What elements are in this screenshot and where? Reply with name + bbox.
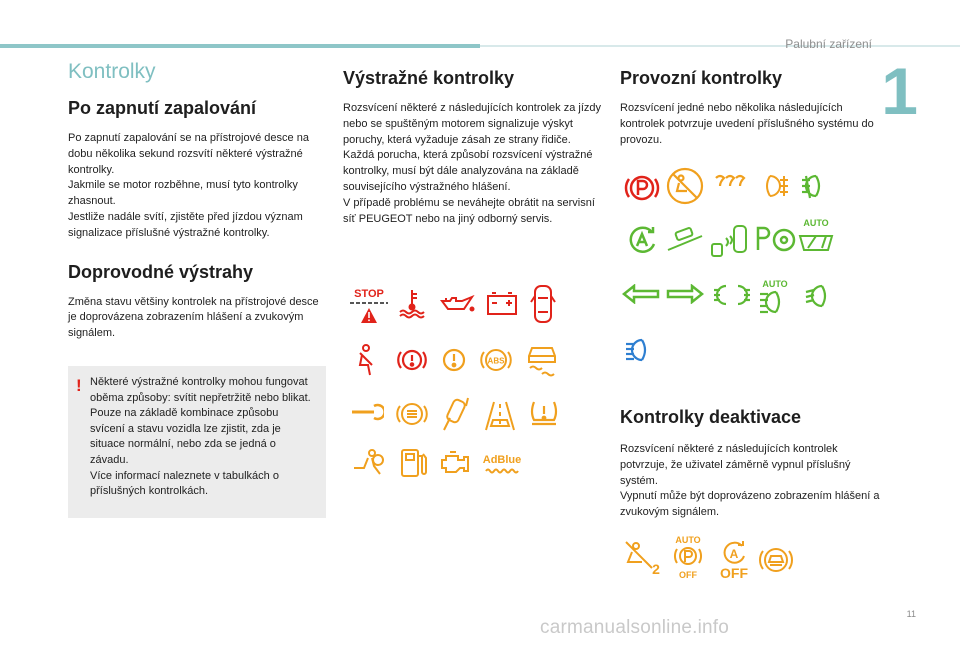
warning-exclamation-icon: !	[76, 375, 82, 395]
park-sensor-icon	[708, 222, 756, 260]
adblue-label: AdBlue	[482, 454, 522, 466]
stop-start-icon	[624, 222, 660, 258]
ignition-heading: Po zapnutí zapalování	[68, 98, 257, 118]
brake-system-icon	[396, 344, 428, 376]
deactivation-paragraph: Rozsvícení některé z následujících kontrolek potvrzuje, že uživatel záměrně vypnul příslušný systém.	[620, 443, 851, 487]
auto-headlamps-icon	[758, 278, 792, 316]
auto-park-steering-icon	[756, 222, 796, 256]
chapter-number: 1	[881, 54, 918, 128]
header-rule	[480, 45, 960, 47]
stop-start-off-label: OFF	[720, 565, 748, 580]
auto-parking-off-label: OFF	[679, 570, 697, 580]
operating-paragraph: Rozsvícení jedné nebo několika následujících kontrolek potvrzuje uvedení příslušného systému do provozu.	[620, 102, 874, 146]
adblue-icon	[480, 450, 524, 478]
operating-lamps-heading: Provozní kontrolky	[620, 68, 783, 88]
column-intro	[68, 60, 326, 518]
note-paragraph: Pouze na základě kombinace způsobu svícení a stavu vozidla lze zjistit, zda je situace normální, nebo zda se jedná o závadu.	[90, 407, 281, 466]
active-braking-off-icon	[758, 542, 794, 578]
note-paragraph: Více informací naleznete v tabulkách o příslušných kontrolkách.	[90, 469, 279, 498]
column-operating-lamps	[620, 60, 885, 148]
lane-departure-icon	[440, 394, 472, 432]
ignition-paragraph: Jakmile se motor rozběhne, musí tyto kontrolky zhasnout.	[68, 179, 298, 208]
airbag-icon	[350, 448, 386, 480]
ignition-paragraph: Po zapnutí zapalování se na přístrojové desce na dobu několika sekund rozsvítí některé výstražné kontrolky.	[68, 132, 309, 176]
stop-start-off-icon	[714, 540, 754, 580]
door-open-icon	[530, 284, 556, 324]
abs-label: ABS	[487, 356, 505, 366]
column-deactivation	[620, 407, 885, 521]
note-paragraph: Některé výstražné kontrolky mohou fungovat oběma způsoby: svítit nepřetržitě nebo blikat.	[90, 375, 311, 404]
engine-check-icon	[438, 448, 474, 478]
battery-icon	[486, 288, 518, 320]
right-turn-indicator-icon	[666, 284, 704, 304]
parking-brake-icon	[624, 170, 660, 206]
auto-wipers-label: AUTO	[803, 218, 829, 228]
rear-fog-light-icon	[760, 172, 790, 202]
seatbelt-icon	[354, 343, 380, 377]
passenger-airbag-deactivated-icon	[622, 538, 664, 578]
column-warning-lamps	[343, 60, 603, 227]
left-turn-indicator-icon	[622, 284, 660, 304]
stop-label: STOP	[354, 288, 384, 300]
dipped-beam-icon	[804, 284, 838, 308]
auto-wipers-icon	[796, 216, 836, 256]
warning-paragraph: Každá porucha, která způsobí rozsvícení výstražné kontrolky, musí být dále analyzována na základě souvisejícího výstražného hlášení.	[343, 149, 593, 193]
chapter-title: Palubní zařízení	[785, 37, 872, 51]
brake-pads-icon	[396, 398, 428, 430]
warning-paragraph: V případě problému se neváhejte obrátit na servisní síť PEUGEOT nebo na jiný odborný servis.	[343, 196, 595, 225]
deactivation-heading: Kontrolky deaktivace	[620, 407, 802, 427]
glow-plug-icon	[712, 172, 746, 202]
stop-start-letter: A	[729, 547, 739, 561]
fuel-level-icon	[398, 446, 432, 480]
lane-warning-icon	[484, 396, 516, 432]
auto-parking-brake-off-icon	[668, 534, 708, 580]
ignition-paragraph: Jestliže nadále svítí, zjistěte před jízdou význam signalizace příslušné výstražné kontrolky.	[68, 210, 303, 239]
sidelights-icon	[712, 282, 752, 308]
watermark: carmanualsonline.info	[540, 617, 730, 638]
deactivation-paragraph: Vypnutí může být doprovázeno zobrazením hlášení a zvukovým signálem.	[620, 490, 880, 519]
passenger-airbag-off-icon	[665, 166, 705, 206]
front-fog-light-icon	[800, 172, 834, 202]
warnings-heading: Doprovodné výstrahy	[68, 261, 254, 282]
hill-assist-icon	[664, 222, 704, 252]
page-number: 11	[906, 609, 916, 619]
oil-pressure-icon	[438, 287, 476, 319]
note-box	[68, 366, 326, 518]
stability-control-icon	[524, 342, 560, 378]
abs-icon	[480, 344, 512, 376]
tyre-pressure-icon	[528, 396, 560, 428]
header-accent-bar	[0, 44, 480, 48]
coolant-temperature-icon	[396, 287, 428, 319]
stop-icon	[348, 286, 390, 326]
auto-parking-label: AUTO	[675, 535, 701, 545]
general-warning-icon	[438, 344, 470, 376]
section-label: Kontrolky	[68, 60, 156, 83]
service-wrench-icon	[348, 398, 384, 426]
auto-headlamps-label: AUTO	[762, 279, 788, 289]
airbag-off-number: 2	[652, 561, 660, 577]
warning-lamps-heading: Výstražné kontrolky	[343, 68, 515, 88]
main-beam-icon	[624, 338, 658, 362]
warnings-paragraph: Změna stavu většiny kontrolek na přístrojové desce je doprovázena zobrazením hlášení a zvukovým signálem.	[68, 295, 319, 340]
warning-paragraph: Rozsvícení některé z následujících kontrolek za jízdy nebo se spuštěným motorem signalizuje výskyt poruchy, která vyžaduje zásah ze strany řidiče.	[343, 102, 602, 146]
